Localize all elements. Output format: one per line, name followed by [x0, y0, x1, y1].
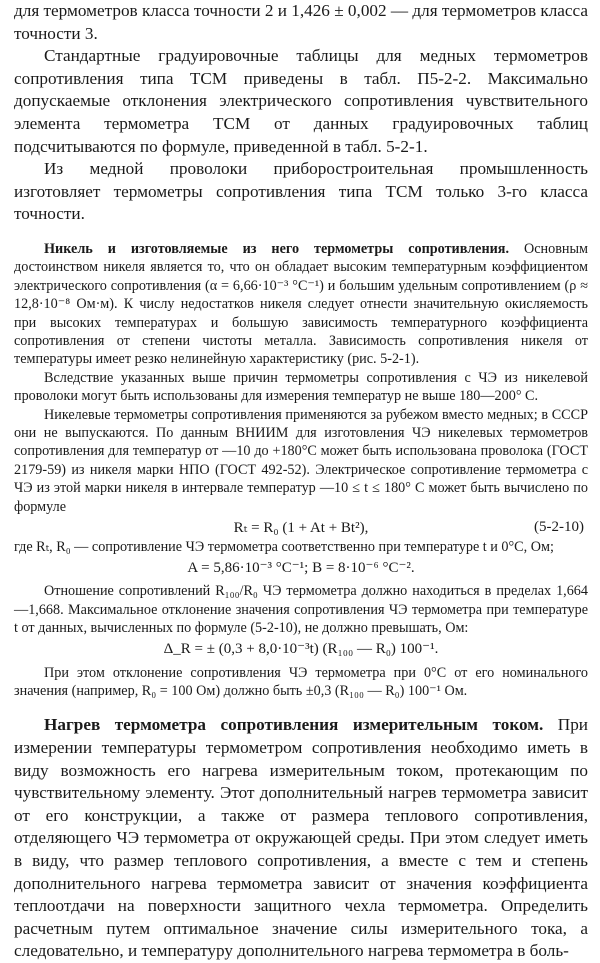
equation-5-2-10-body: Rₜ = R₀ (1 + At + Bt²), [233, 519, 369, 536]
equation-coefficients [14, 556, 588, 578]
paragraph-zero-deviation: При этом отклонение сопротивления ЧЭ термометра при 0°С от его номинального значения (например, R₀ = 100 Ом) должно быть ±0,3 (R₁₀₀ — R₀) 100⁻¹ Ом. [14, 664, 588, 700]
nickel-heading: Никель и изготовляемые из него термометры сопротивления. [44, 240, 510, 257]
equation-deviation-body: Δ_R = ± (0,3 + 8,0·10⁻³t) (R₁₀₀ — R₀) 100⁻¹. [163, 641, 439, 658]
paragraph-nickel-intro [14, 240, 588, 369]
paragraph-tsm-tables: Стандартные градуировочные таблицы для медных термометров сопротивления типа ТСМ приведены в табл. П5-2-2. Максимально допускаемые отклонения электрического сопротивления чувствительного элемента термометра ТСМ от данных градуировочных таблиц подсчитываются по формуле, приведенной в табл. 5-2-1. [14, 46, 588, 156]
paragraph-class-accuracy: для термометров класса точности 2 и 1,426 ± 0,002 — для термометров класса точности 3. [14, 1, 589, 43]
nickel-intro-text: Основным достоинством никеля является то, что он обладает высоким температурным коэффициентом электрического сопротивления (α = 6,66·10⁻³ °C⁻¹) и большим удельным сопротивлением (ρ ≈ 12,8·10⁻⁸ Ом·м). К числу недостатков никеля следует отнести значительную окисляемость при высоких температурах и большую зависимость температурного коэффициента сопротивления от степени чистоты металла. Зависимость сопротивления никеля от температуры имеет резко нелинейную характеристику (рис. 5-2-1). [14, 240, 588, 368]
equation-number: (5-2-10) [534, 518, 584, 535]
paragraph-where: где Rₜ, R₀ — сопротивление ЧЭ термометра соответственно при температуре t и 0°С, Ом; [14, 539, 554, 556]
paragraph-nickel-limits: Вследствие указанных выше причин термометры сопротивления с ЧЭ из никелевой проволоки могут быть использованы для измерения температур не выше 180—200° С. [14, 369, 588, 405]
equation-coefficients-body: A = 5,86·10⁻³ °C⁻¹; B = 8·10⁻⁶ °C⁻². [187, 559, 415, 576]
paragraph-nickel-usage: Никелевые термометры сопротивления применяются за рубежом вместо медных; в СССР они не выпускаются. По данным ВНИИМ для изготовления ЧЭ никелевых термометров сопротивления для температур от —10 до +180°С может быть использована проволока (ГОСТ 2179-59) из никеля марки НПО (ГОСТ 492-52). Электрическое сопротивление термометра с ЧЭ из этой марки никеля в интервале температур —10 ≤ t ≤ 180° С может быть вычислено по формуле [14, 406, 588, 515]
paragraph-ratio: Отношение сопротивлений R₁₀₀/R₀ ЧЭ термометра должно находиться в пределах 1,664—1,668. Максимальное отклонение значения сопротивления ЧЭ термометра при температуре t от данных, вычисленных по формуле (5-2-10), не должно превышать, Ом: [14, 583, 588, 637]
paragraph-tsm-production: Из медной проволоки приборостроительная промышленность изготовляет термометры сопротивления типа ТСМ только 3-го класса точности. [14, 159, 588, 224]
equation-deviation [14, 638, 588, 660]
measuring-current-heading: Нагрев термометра сопротивления измерительным током. [44, 715, 544, 735]
equation-5-2-10 [14, 516, 588, 538]
measuring-current-text: При измерении температуры термометром сопротивления необходимо иметь в виду возможность его нагрева измерительным током, протекающим по чувствительному элементу. Этот дополнительный нагрев термометра зависит от его конструкции, а также от размера теплового сопротивления, отделяющего ЧЭ термометра от окружающей среды. При этом следует иметь в виду, что размер теплового сопротивления, а вместе с тем и степень дополнительного нагрева термометра зависит от значения коэффициента теплоотдачи на поверхности защитного чехла термометра. Определить расчетным путем оптимальное значение силы измерительного тока, а следовательно, и температуру дополнительного нагрева термометра в боль- [14, 715, 588, 961]
paragraph-measuring-current [14, 714, 588, 963]
